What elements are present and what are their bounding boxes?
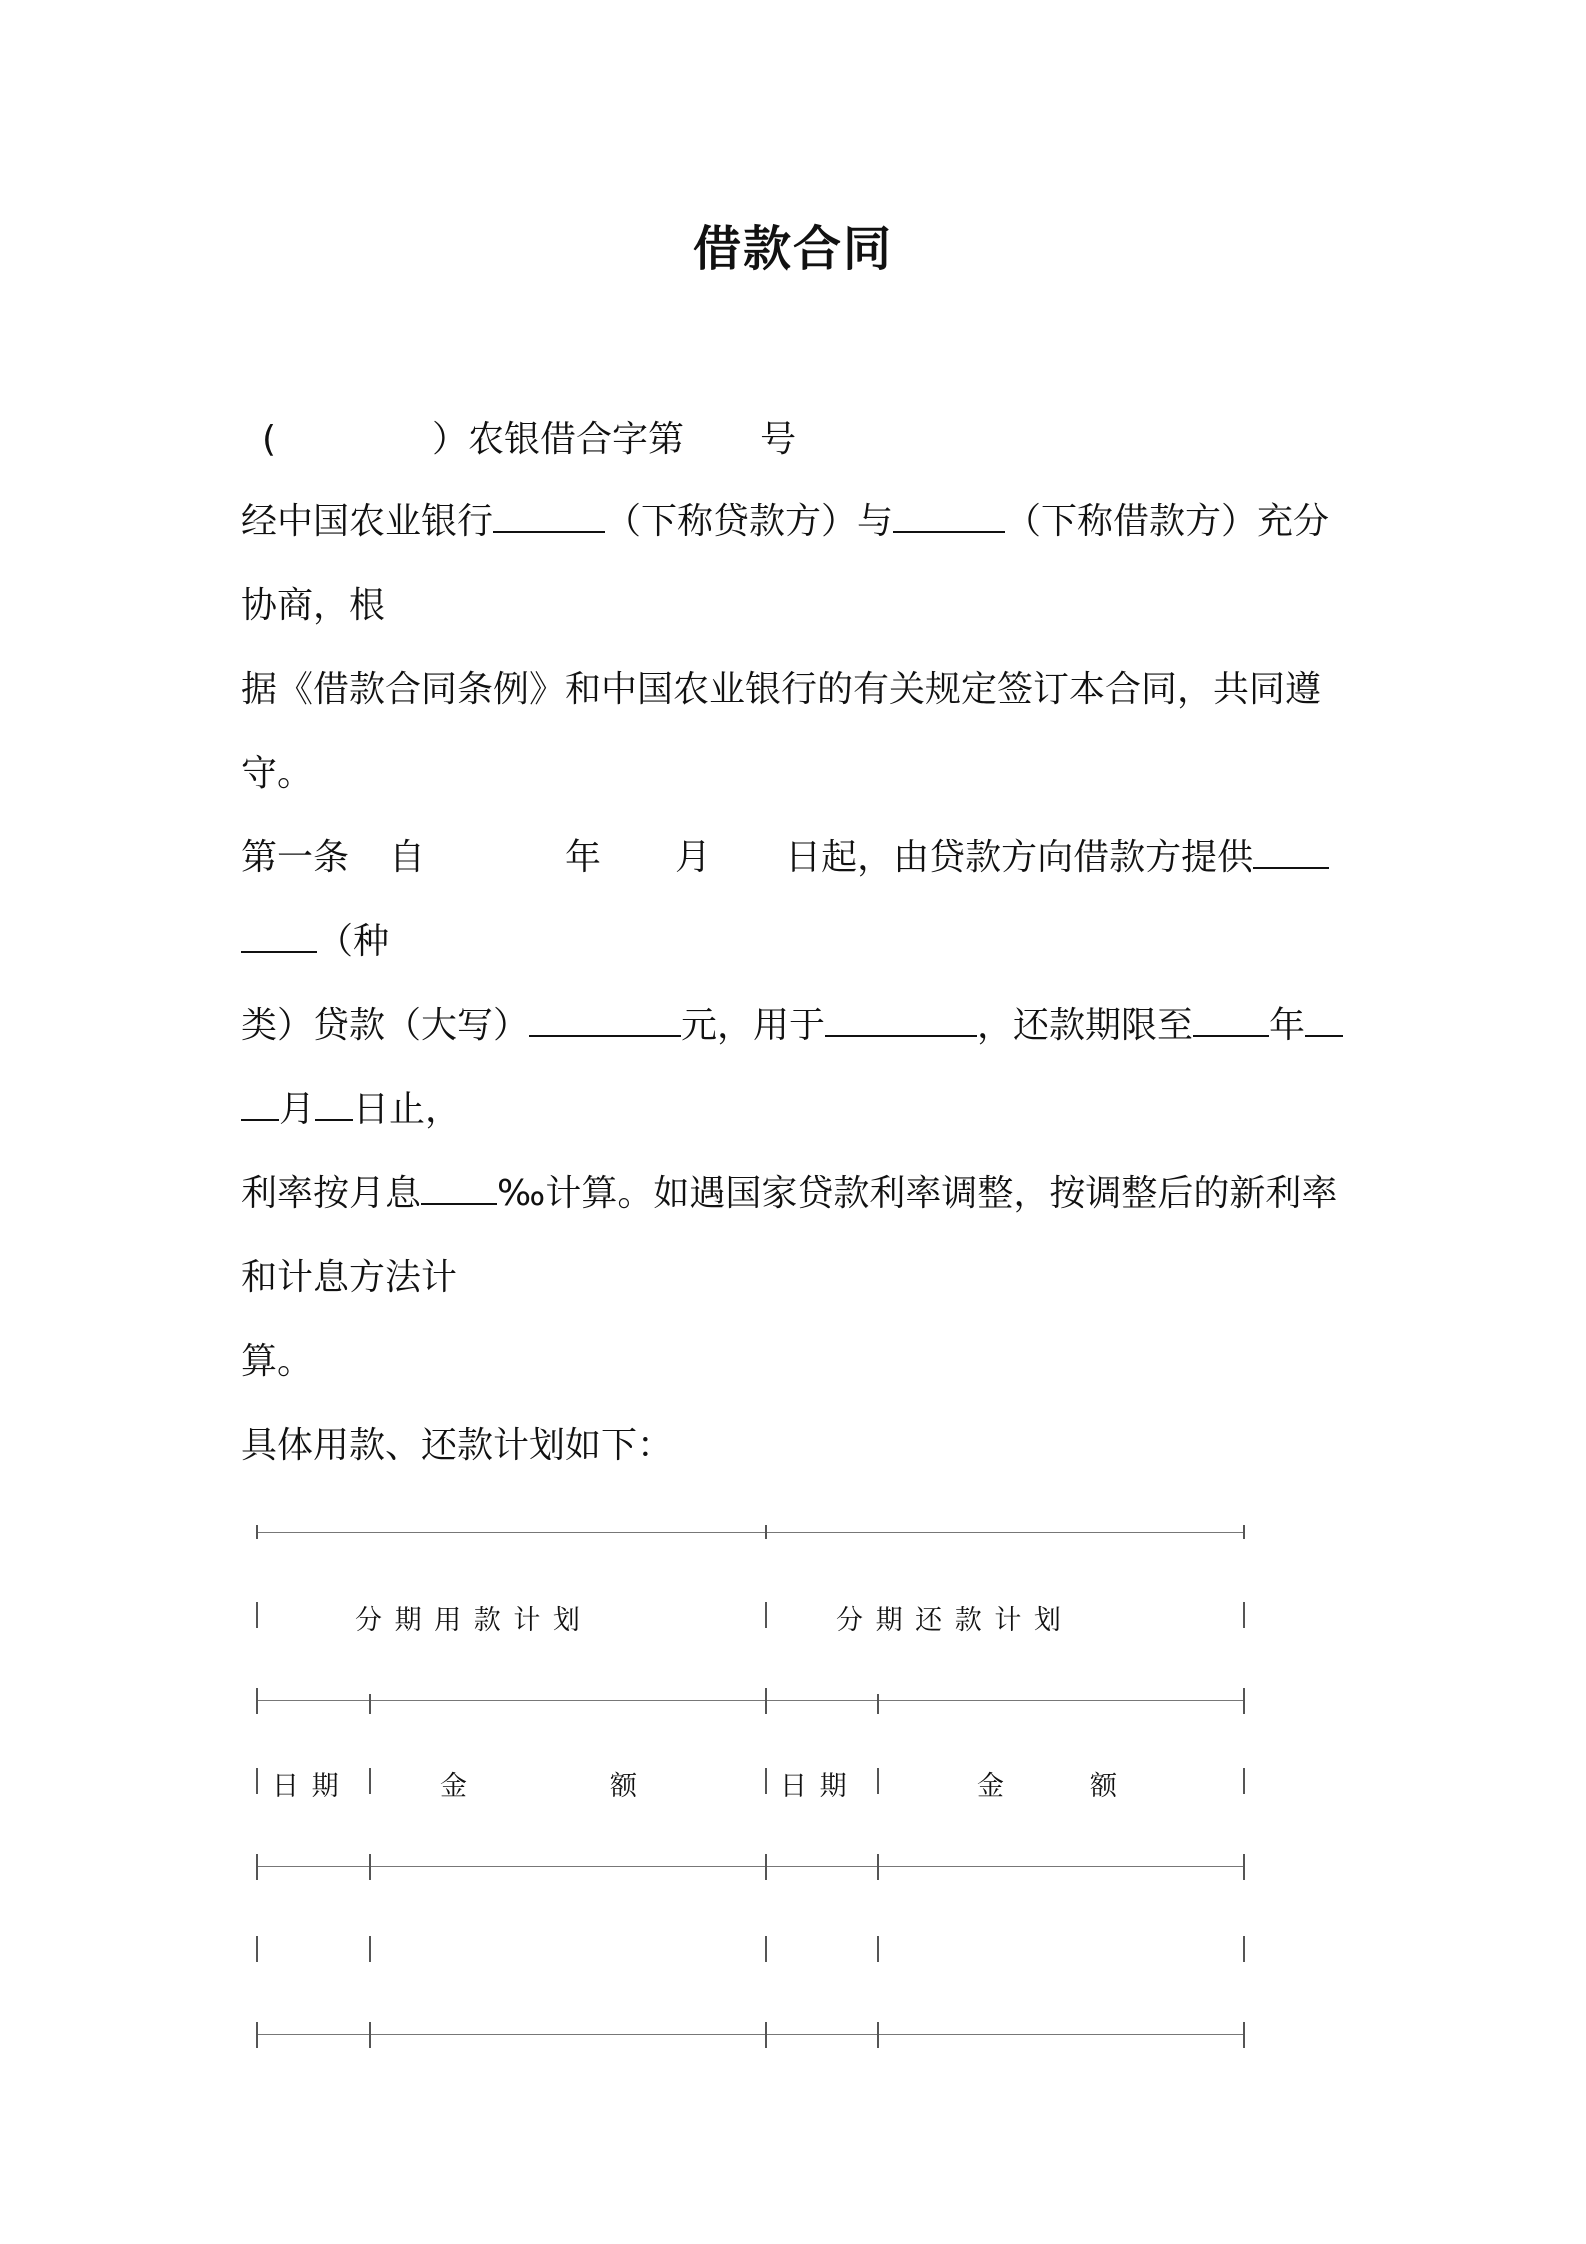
table-tick [1243, 1768, 1245, 1794]
article-label: 第一条 [241, 837, 350, 878]
text-span: 元，用于 [681, 1005, 826, 1046]
text-span: 年 [1269, 1005, 1306, 1046]
table-tick [369, 1854, 371, 1880]
table-tick [369, 1694, 371, 1714]
text-span: （种 [317, 921, 390, 962]
document-title: 借款合同 [692, 221, 893, 277]
subheader-amount-char-1: 金 [440, 1771, 469, 1802]
table-tick [765, 1854, 767, 1880]
text-span: 类）贷款（大写） [241, 1005, 530, 1046]
text-span: （下称借款方）充分 [1005, 501, 1330, 542]
contract-number-text: ）农银借合字第 [432, 419, 685, 460]
text-span: （下称贷款方）与 [605, 501, 894, 542]
table-tick [1243, 1688, 1245, 1714]
table-tick [256, 1854, 258, 1880]
table-tick [256, 2022, 258, 2048]
table-tick [256, 1768, 258, 1794]
contract-number-open: ( [262, 419, 277, 460]
table-tick [877, 1694, 879, 1714]
table-tick [1243, 1602, 1245, 1628]
text-span: 日起，由贷款方向借款方提供 [785, 837, 1254, 878]
paragraph-line: 算。 [241, 1341, 314, 1382]
paragraph-line: 守。 [241, 753, 314, 794]
table-rule [256, 1532, 1245, 1533]
text-span: 经中国农业银行 [241, 501, 494, 542]
text-span: ‰计算。如遇国家贷款利率调整，按调整后的新利率 [497, 1173, 1338, 1214]
table-tick [1243, 1854, 1245, 1880]
text-span: ，还款期限至 [977, 1005, 1194, 1046]
text-span: 月 [675, 837, 712, 878]
table-tick [369, 1936, 371, 1962]
table-tick [765, 1768, 767, 1794]
table-tick [765, 1936, 767, 1962]
text-span: 利率按月息 [241, 1173, 422, 1214]
table-tick [1243, 2022, 1245, 2048]
table-tick [877, 2022, 879, 2048]
header-repay-plan: 分 期 还 款 计 划 [836, 1605, 1063, 1636]
subheader-amount-char-2: 额 [610, 1771, 639, 1802]
table-tick [256, 1688, 258, 1714]
table-tick [765, 2022, 767, 2048]
text-span: 年 [565, 837, 602, 878]
text-span: 月 [279, 1089, 316, 1130]
table-tick [256, 1602, 258, 1628]
subheader-amount-char-2: 额 [1090, 1771, 1119, 1802]
table-tick [1243, 1525, 1245, 1539]
paragraph-line: 协商，根 [241, 585, 386, 626]
table-tick [369, 2022, 371, 2048]
header-loan-plan: 分 期 用 款 计 划 [355, 1605, 582, 1636]
table-tick [765, 1602, 767, 1628]
table-tick [765, 1525, 767, 1539]
table-rule [256, 1700, 1245, 1701]
table-tick [877, 1854, 879, 1880]
text-span: 日止， [353, 1089, 462, 1130]
paragraph-line: 据《借款合同条例》和中国农业银行的有关规定签订本合同，共同遵 [241, 669, 1322, 710]
table-tick [369, 1768, 371, 1794]
table-rule [256, 2034, 1245, 2035]
table-tick [256, 1525, 258, 1539]
table-rule [256, 1866, 1245, 1867]
table-tick [765, 1688, 767, 1714]
paragraph-line: 和计息方法计 [241, 1257, 458, 1298]
table-tick [1243, 1936, 1245, 1962]
text-span: 自 [389, 837, 426, 878]
subheader-amount-char-1: 金 [977, 1771, 1006, 1802]
table-tick [256, 1936, 258, 1962]
plan-intro: 具体用款、还款计划如下： [241, 1425, 674, 1466]
subheader-date: 日 期 [780, 1771, 849, 1802]
subheader-date: 日 期 [272, 1771, 341, 1802]
contract-number-suffix: 号 [760, 419, 797, 460]
table-tick [877, 1768, 879, 1794]
table-tick [877, 1936, 879, 1962]
